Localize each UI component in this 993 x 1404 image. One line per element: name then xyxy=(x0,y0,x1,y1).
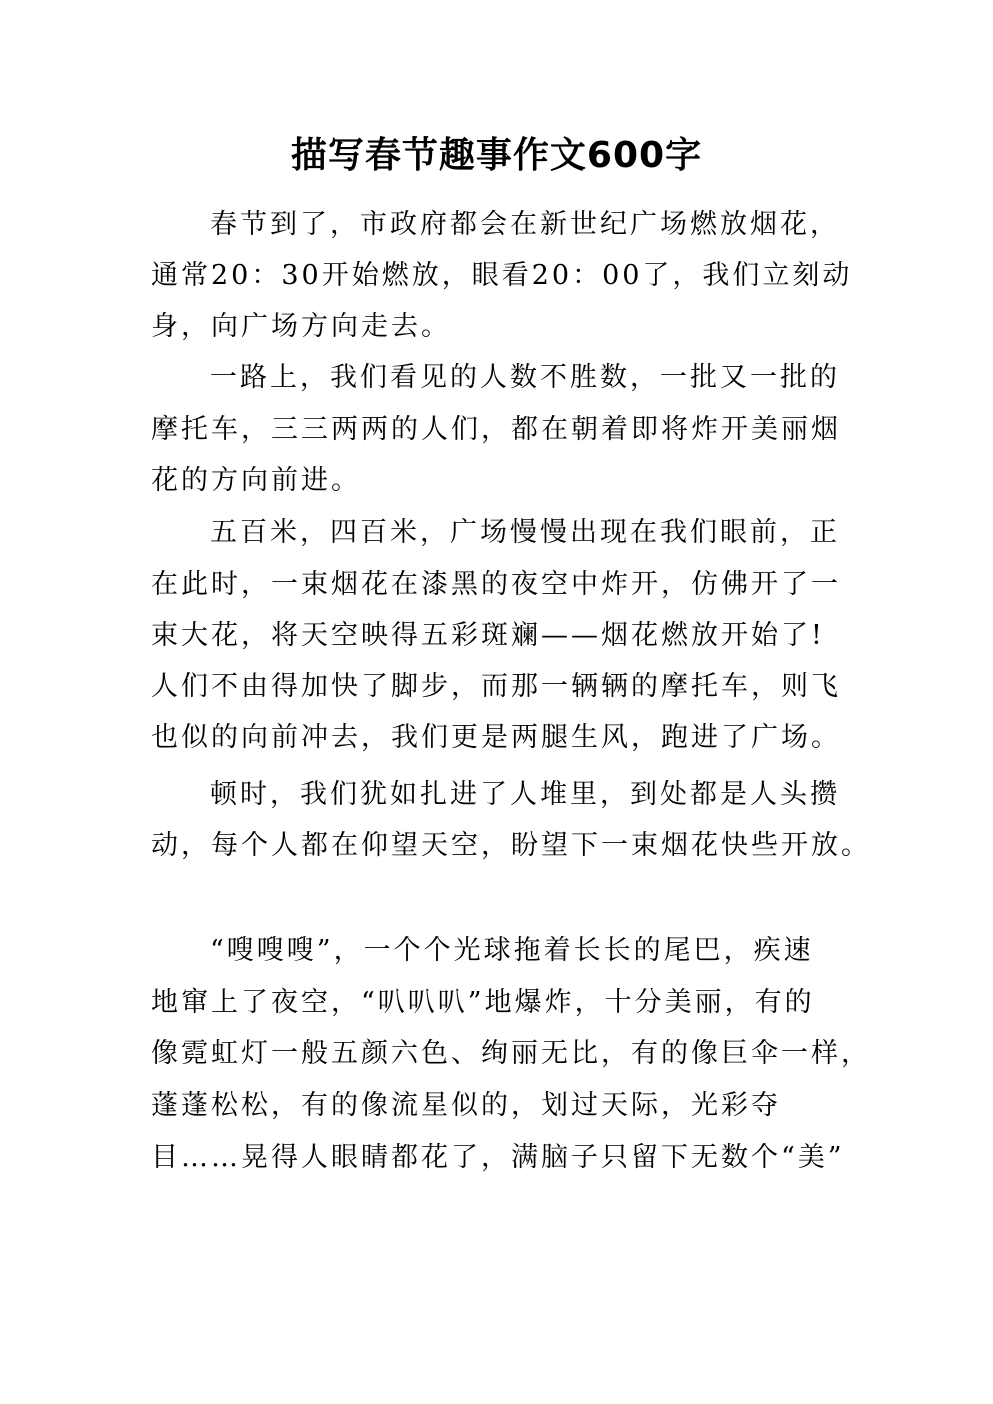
paragraph-5-line-4: 蓬蓬松松，有的像流星似的，划过天际，光彩夺 xyxy=(151,1090,781,1121)
paragraph-3-line-2: 在此时，一束烟花在漆黑的夜空中炸开，仿佛开了一 xyxy=(151,569,841,600)
paragraph-1-line-3: 身，向广场方向走去。 xyxy=(151,311,451,342)
paragraph-2-line-1: 一路上，我们看见的人数不胜数，一批又一批的 xyxy=(210,362,840,393)
paragraph-1-line-2: 通常20：30开始燃放，眼看20：00了，我们立刻动 xyxy=(151,260,853,291)
paragraph-3-line-5: 也似的向前冲去，我们更是两腿生风，跑进了广场。 xyxy=(151,722,841,753)
paragraph-4-line-1: 顿时，我们犹如扎进了人堆里，到处都是人头攒 xyxy=(210,779,840,810)
paragraph-4-line-2: 动，每个人都在仰望天空，盼望下一束烟花快些开放。 xyxy=(151,830,871,861)
paragraph-5-line-5: 目……晃得人眼睛都花了，满脑子只留下无数个“美” xyxy=(151,1142,845,1173)
paragraph-2-line-3: 花的方向前进。 xyxy=(151,465,361,496)
document-title: 描写春节趣事作文600字 xyxy=(290,135,703,176)
paragraph-5-line-3: 像霓虹灯一般五颜六色、绚丽无比，有的像巨伞一样， xyxy=(151,1038,871,1069)
paragraph-5-line-2: 地窜上了夜空，“叭叭叭”地爆炸，十分美丽，有的 xyxy=(151,987,815,1018)
paragraph-5-line-1: “嗖嗖嗖”，一个个光球拖着长长的尾巴，疾速 xyxy=(210,935,814,966)
paragraph-3-line-4: 人们不由得加快了脚步，而那一辆辆的摩托车，则飞 xyxy=(151,671,841,702)
paragraph-1-line-1: 春节到了，市政府都会在新世纪广场燃放烟花， xyxy=(210,209,840,240)
paragraph-2-line-2: 摩托车，三三两两的人们，都在朝着即将炸开美丽烟 xyxy=(151,414,841,445)
paragraph-3-line-3: 束大花，将天空映得五彩斑斓——烟花燃放开始了! xyxy=(151,620,825,651)
paragraph-3-line-1: 五百米，四百米，广场慢慢出现在我们眼前，正 xyxy=(210,517,840,548)
